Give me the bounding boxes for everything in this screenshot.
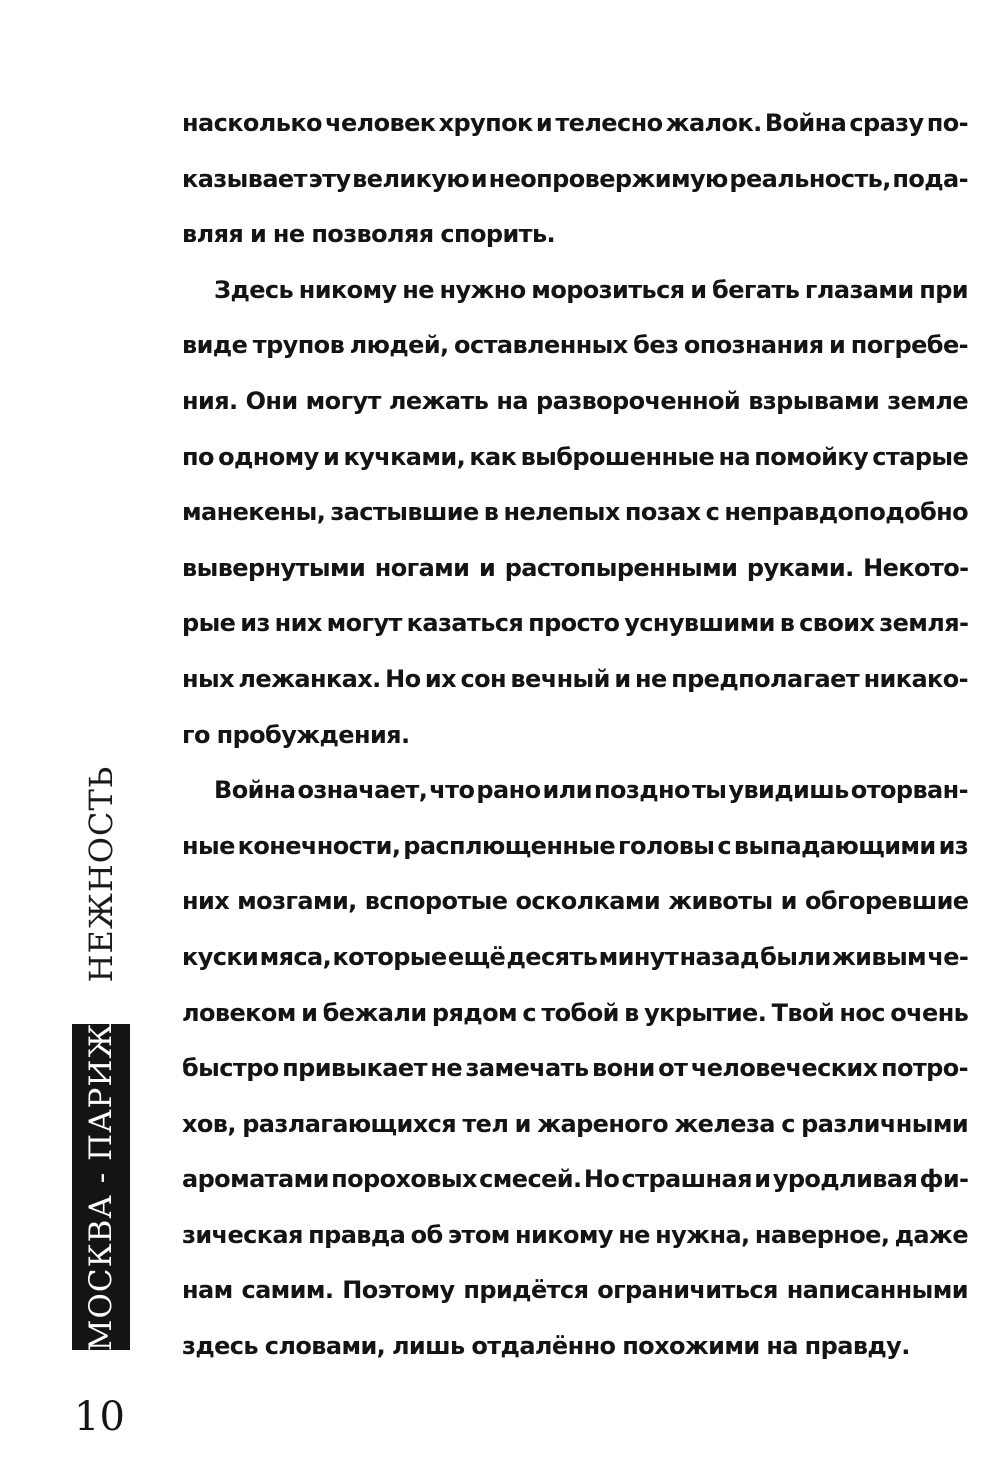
paragraph <box>182 263 968 763</box>
running-head-section <box>72 762 130 986</box>
text-line: манекены, застывшие в нелепых позах с неправдоподобно <box>182 498 968 527</box>
text-line: Здесь никому не нужно морозиться и бегать глазами при <box>214 275 969 304</box>
text-line: казывает эту великую и неопровержимую реальность, пода- <box>182 164 968 193</box>
text-line: них мозгами, вспоротые осколками животы и обгоревшие <box>182 887 969 916</box>
text-line: вывернутыми ногами и растопыренными руками. Некото- <box>182 553 969 582</box>
text-line: ловеком и бежали рядом с тобой в укрытие. Твой нос очень <box>182 998 969 1027</box>
text-line: ароматами пороховых смесей. Но страшная и уродливая фи- <box>182 1165 969 1194</box>
text-line: ные конечности, расплющенные головы с выпадающими из <box>182 831 969 860</box>
text-line: насколько человек хрупок и телесно жалок. Война сразу по- <box>182 109 968 137</box>
text-line: виде трупов людей, оставленных без опознания и погребе- <box>182 331 968 360</box>
text-line: нам самим. Поэтому придётся ограничиться написанными <box>182 1276 968 1305</box>
text-line: здесь словами, лишь отдалённо похожими на правду. <box>182 1332 910 1361</box>
body-text <box>182 96 968 1375</box>
page-number: 10 <box>74 1394 125 1440</box>
running-head-book <box>72 1024 130 1350</box>
text-line: по одному и кучками, как выброшенные на помойку старые <box>182 442 969 471</box>
paragraph <box>182 763 968 1375</box>
text-line: Война означает, что рано или поздно ты увидишь оторван- <box>214 776 968 805</box>
text-line: вляя и не позволяя спорить. <box>182 220 556 249</box>
text-line: ных лежанках. Но их сон вечный и не предполагает никако- <box>182 664 968 693</box>
book-title: МОСКВА - ПАРИЖ <box>83 1022 119 1352</box>
text-line: куски мяса, которые ещё десять минут назад были живым че- <box>182 942 969 971</box>
text-line: быстро привыкает не замечать вони от человеческих потро- <box>182 1054 968 1083</box>
text-line: рые из них могут казаться просто уснувшими в своих земля- <box>182 609 969 638</box>
text-line: ния. Они могут лежать на развороченной взрывами земле <box>182 386 968 415</box>
text-line: зическая правда об этом никому не нужна, наверное, даже <box>182 1220 968 1249</box>
section-title: НЕЖНОСТЬ <box>82 765 120 983</box>
paragraph <box>182 96 968 263</box>
text-line: хов, разлагающихся тел и жареного железа с различными <box>182 1109 969 1138</box>
text-line: го пробуждения. <box>182 720 410 749</box>
